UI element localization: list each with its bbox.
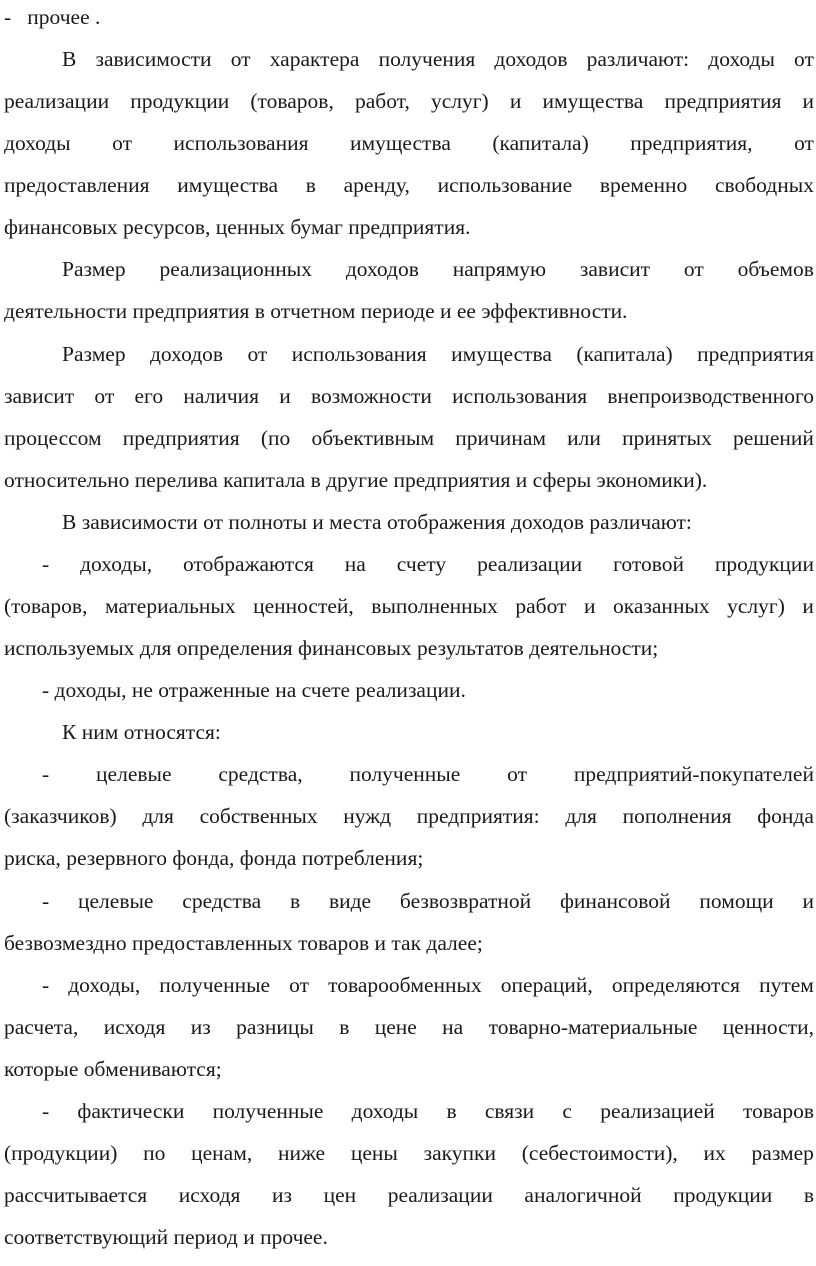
word: предприятия <box>122 426 240 450</box>
word: (капитала) <box>492 131 589 155</box>
word: причинам <box>455 426 546 450</box>
word: (товаров, <box>250 89 334 113</box>
paragraph-line: К ним относятся: <box>62 720 221 744</box>
word: различают: <box>586 47 690 71</box>
word: использования <box>173 131 309 155</box>
word: материальных <box>104 594 236 618</box>
word: (капитала) <box>576 342 673 366</box>
word: готовой <box>613 552 684 576</box>
word: объемов <box>737 257 814 281</box>
word: ниже <box>277 1141 326 1165</box>
word: его <box>134 384 164 408</box>
word: - <box>42 973 50 997</box>
word: характера <box>269 47 360 71</box>
word: зависит <box>4 384 75 408</box>
word: возможности <box>311 384 432 408</box>
word: и <box>802 594 814 618</box>
word: цене <box>374 1015 417 1039</box>
word: от <box>683 257 704 281</box>
word: объективным <box>311 426 435 450</box>
word: временно <box>599 173 688 197</box>
word: фонда <box>757 804 814 828</box>
word: (продукции) <box>4 1141 118 1165</box>
word: доходы, <box>68 973 141 997</box>
word: финансовой <box>560 889 671 913</box>
word: доходы <box>4 131 71 155</box>
word: работ, <box>354 89 410 113</box>
word: имущества <box>350 131 451 155</box>
word: предоставления <box>4 173 150 197</box>
word: имущества <box>177 173 279 197</box>
word: оказанных <box>612 594 710 618</box>
word: в <box>339 1015 350 1039</box>
word: помощи <box>699 889 774 913</box>
list-item-line <box>42 970 814 1000</box>
word: доходов <box>149 342 224 366</box>
paragraph-line <box>62 339 814 369</box>
word: получения <box>378 47 476 71</box>
word: от <box>794 47 814 71</box>
word: и <box>583 594 596 618</box>
word: от <box>507 762 528 786</box>
word: целевые <box>96 762 172 786</box>
word: и <box>802 89 814 113</box>
word: для <box>565 804 597 828</box>
word: для <box>142 804 174 828</box>
word: в <box>289 889 301 913</box>
word: средства <box>182 889 262 913</box>
paragraph-line: финансовых ресурсов, ценных бумаг предприятия. <box>4 215 471 239</box>
word: целевые <box>78 889 154 913</box>
word: продукции <box>130 89 230 113</box>
word: размер <box>751 1141 814 1165</box>
word: товарно-материальные <box>488 1015 698 1039</box>
word: и <box>509 89 522 113</box>
word: предприятий-покупателей <box>573 762 814 786</box>
word: доходы <box>351 1099 419 1123</box>
word: напрямую <box>452 257 547 281</box>
word: выполненных <box>371 594 498 618</box>
word: свободных <box>714 173 814 197</box>
word: ценности, <box>722 1015 814 1039</box>
word: расчета, <box>4 1015 79 1039</box>
word: предприятия <box>697 342 814 366</box>
list-item-other <box>4 2 814 32</box>
word: - <box>42 762 50 786</box>
word: путем <box>759 973 814 997</box>
list-item-line <box>42 549 814 579</box>
word: использования <box>291 342 427 366</box>
paragraph-line <box>4 128 814 158</box>
word: имущества <box>542 89 644 113</box>
word: безвозвратной <box>399 889 532 913</box>
word: (по <box>260 426 291 450</box>
word: или <box>567 426 601 450</box>
word: - <box>42 1099 50 1123</box>
word: и <box>279 384 291 408</box>
list-item-line: риска, резервного фонда, фонда потребления; <box>4 846 424 870</box>
paragraph-line <box>4 381 814 411</box>
word: наличия <box>183 384 260 408</box>
word: - <box>42 552 50 576</box>
list-item-line <box>42 886 814 916</box>
word: доходы, <box>80 552 153 576</box>
word: реализации <box>477 552 583 576</box>
top-item-text: - прочее . <box>4 5 101 29</box>
word: закупки <box>423 1141 496 1165</box>
word: от <box>94 384 115 408</box>
word: виде <box>328 889 372 913</box>
word: процессом <box>4 426 102 450</box>
word: - <box>42 889 50 913</box>
list-item-line: используемых для определения финансовых результатов деятельности; <box>4 636 659 660</box>
word: на <box>442 1015 464 1039</box>
word: аренду, <box>343 173 410 197</box>
list-item-line <box>4 1012 814 1042</box>
word: доходы <box>708 47 775 71</box>
paragraph-line: относительно перелива капитала в другие предприятия и сферы экономики). <box>4 468 708 492</box>
list-item-line: которые обмениваются; <box>4 1057 222 1081</box>
word: собственных <box>199 804 318 828</box>
paragraph-line <box>4 423 814 453</box>
list-item-line: безвозмездно предоставленных товаров и так далее; <box>4 931 483 955</box>
word: фактически <box>77 1099 185 1123</box>
list-item-line: соответствующий период и прочее. <box>4 1225 328 1249</box>
word: товаров <box>743 1099 814 1123</box>
word: реализационных <box>159 257 312 281</box>
word: использование <box>437 173 573 197</box>
word: полученные <box>212 1099 324 1123</box>
paragraph-line <box>4 170 814 200</box>
word: на <box>344 552 366 576</box>
word: цены <box>350 1141 398 1165</box>
word: доходов <box>494 47 568 71</box>
word: от <box>230 47 251 71</box>
word: и <box>802 889 814 913</box>
word: отображаются <box>183 552 314 576</box>
word: ценностей, <box>253 594 354 618</box>
list-item-line <box>4 801 814 831</box>
word: из <box>190 1015 211 1039</box>
word: пополнения <box>622 804 732 828</box>
word: товарообменных <box>328 973 482 997</box>
word: связи <box>484 1099 535 1123</box>
word: по <box>143 1141 166 1165</box>
list-item-line <box>42 759 814 789</box>
word: (товаров, <box>4 594 88 618</box>
word: продукции <box>673 1183 773 1207</box>
word: из <box>272 1183 292 1207</box>
word: от <box>794 131 814 155</box>
word: средства, <box>218 762 303 786</box>
paragraph-line: В зависимости от полноты и места отображения доходов различают: <box>62 510 692 534</box>
word: операций, <box>500 973 593 997</box>
word: от <box>247 342 268 366</box>
word: продукции <box>714 552 814 576</box>
word: исходя <box>103 1015 166 1039</box>
word: полученные <box>349 762 461 786</box>
word: (себестоимости), <box>521 1141 678 1165</box>
word: разницы <box>236 1015 314 1039</box>
word: исходя <box>178 1183 241 1207</box>
word: их <box>703 1141 726 1165</box>
word: аналогичной <box>524 1183 642 1207</box>
word: зависимости <box>95 47 212 71</box>
word: рассчитывается <box>4 1183 148 1207</box>
word: с <box>562 1099 572 1123</box>
list-item-line <box>4 1180 814 1210</box>
word: решений <box>733 426 814 450</box>
word: предприятия: <box>416 804 540 828</box>
word: принятых <box>622 426 712 450</box>
word: счету <box>396 552 447 576</box>
word: предприятия <box>664 89 782 113</box>
list-item-line <box>4 1138 814 1168</box>
word: полученные <box>159 973 271 997</box>
paragraph-line <box>62 254 814 284</box>
word: ценам, <box>191 1141 253 1165</box>
word: в <box>305 173 316 197</box>
word: Размер <box>62 342 126 366</box>
list-item-line: - доходы, не отраженные на счете реализации. <box>42 678 466 702</box>
word: зависит <box>579 257 651 281</box>
list-item-line <box>4 591 814 621</box>
word: Размер <box>62 257 126 281</box>
word: работ <box>515 594 567 618</box>
paragraph-line: деятельности предприятия в отчетном периоде и ее эффективности. <box>4 299 628 323</box>
word: (заказчиков) <box>4 804 117 828</box>
word: имущества <box>451 342 552 366</box>
word: от <box>289 973 310 997</box>
paragraph-line <box>4 86 814 116</box>
word: внепроизводственного <box>607 384 814 408</box>
word: реализацией <box>600 1099 715 1123</box>
word: реализации <box>387 1183 493 1207</box>
list-item-line <box>42 1096 814 1126</box>
paragraph-line <box>62 44 814 74</box>
word: предприятия, <box>630 131 753 155</box>
word: использования <box>452 384 588 408</box>
word: услуг) <box>727 594 785 618</box>
word: в <box>446 1099 457 1123</box>
word: определяются <box>611 973 741 997</box>
word: в <box>803 1183 814 1207</box>
word: от <box>112 131 132 155</box>
word: нужд <box>343 804 392 828</box>
word: В <box>62 47 77 71</box>
word: цен <box>323 1183 357 1207</box>
word: услуг) <box>430 89 489 113</box>
word: доходов <box>345 257 419 281</box>
word: реализации <box>4 89 110 113</box>
